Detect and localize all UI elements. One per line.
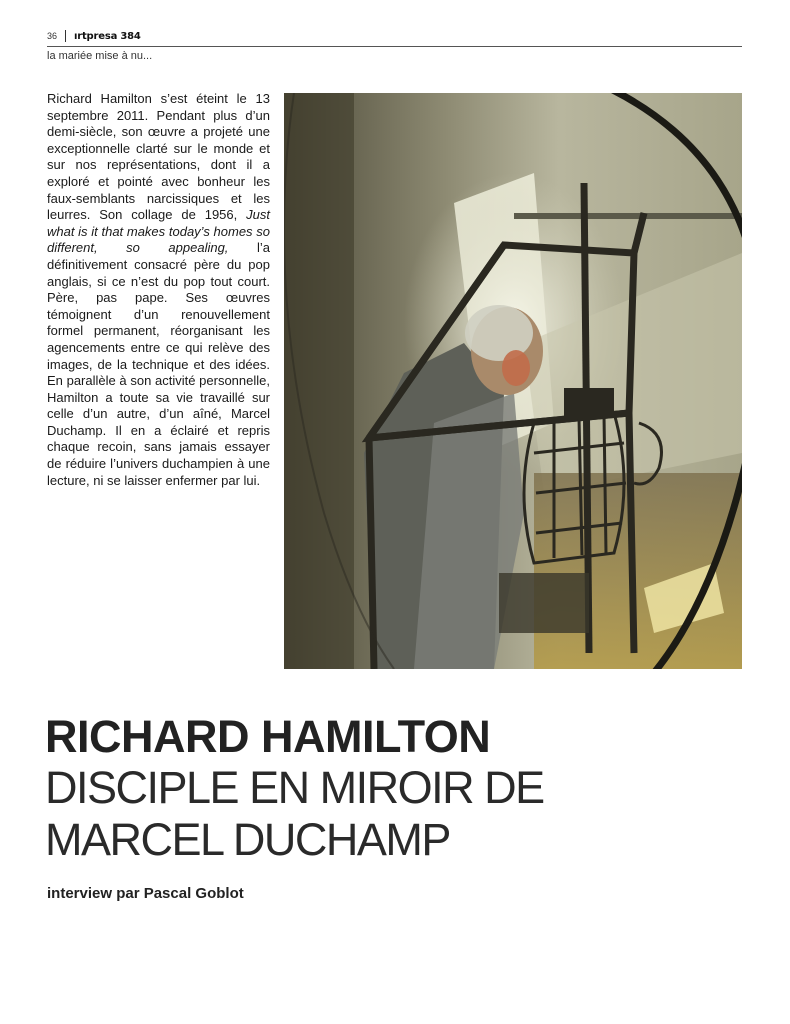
byline: interview par Pascal Goblot	[47, 885, 244, 902]
page-header	[47, 28, 742, 62]
photo-illustration	[284, 93, 742, 669]
section-title: la mariée mise à nu...	[47, 50, 153, 62]
title-line-3: MARCEL DUCHAMP	[45, 814, 450, 865]
photo	[284, 93, 742, 669]
title-line-2: DISCIPLE EN MIROIR DE	[45, 762, 544, 813]
page-number: 36	[47, 31, 58, 41]
header-rule	[47, 46, 742, 47]
header-separator	[65, 30, 66, 42]
lead-text-part1: Richard Hamilton s’est éteint le 13 septembre 2011. Pendant plus d’un demi-siècle, son œuvre a projeté une exceptionnelle clarté sur le monde et sur nos représentations, dont il a exploré et pointé avec bonheur les faux-semblants narcissiques et les leurres. Son collage de 1956,	[47, 91, 270, 223]
article-title	[45, 712, 745, 866]
lead-paragraph	[47, 91, 270, 489]
header-row	[47, 28, 742, 44]
lead-artwork-title: Just what is it that makes today’s homes so different, so appealing,	[47, 207, 270, 256]
lead-text-part2: l’a définitivement consacré père du pop anglais, si ce n’est du pop tout court. Père, pas pape. Ses œuvres témoignent d’un renouvellement formel permanent, réorganisant les agencements entre ce qui relève des images, de la technique et des idées. En parallèle à son activité personnelle, Hamilton a toute sa vie travaillé sur celle d’un autre, d’un aîné, Marcel Duchamp. Il en a éclairé et repris chaque recoin, sans jamais essayer de réduire l’univers duchampien à une lecture, ni se laisser enfermer par lui.	[47, 240, 270, 488]
magazine-name: ırtpresa 384	[74, 30, 141, 42]
title-line-1: RICHARD HAMILTON	[45, 711, 491, 762]
